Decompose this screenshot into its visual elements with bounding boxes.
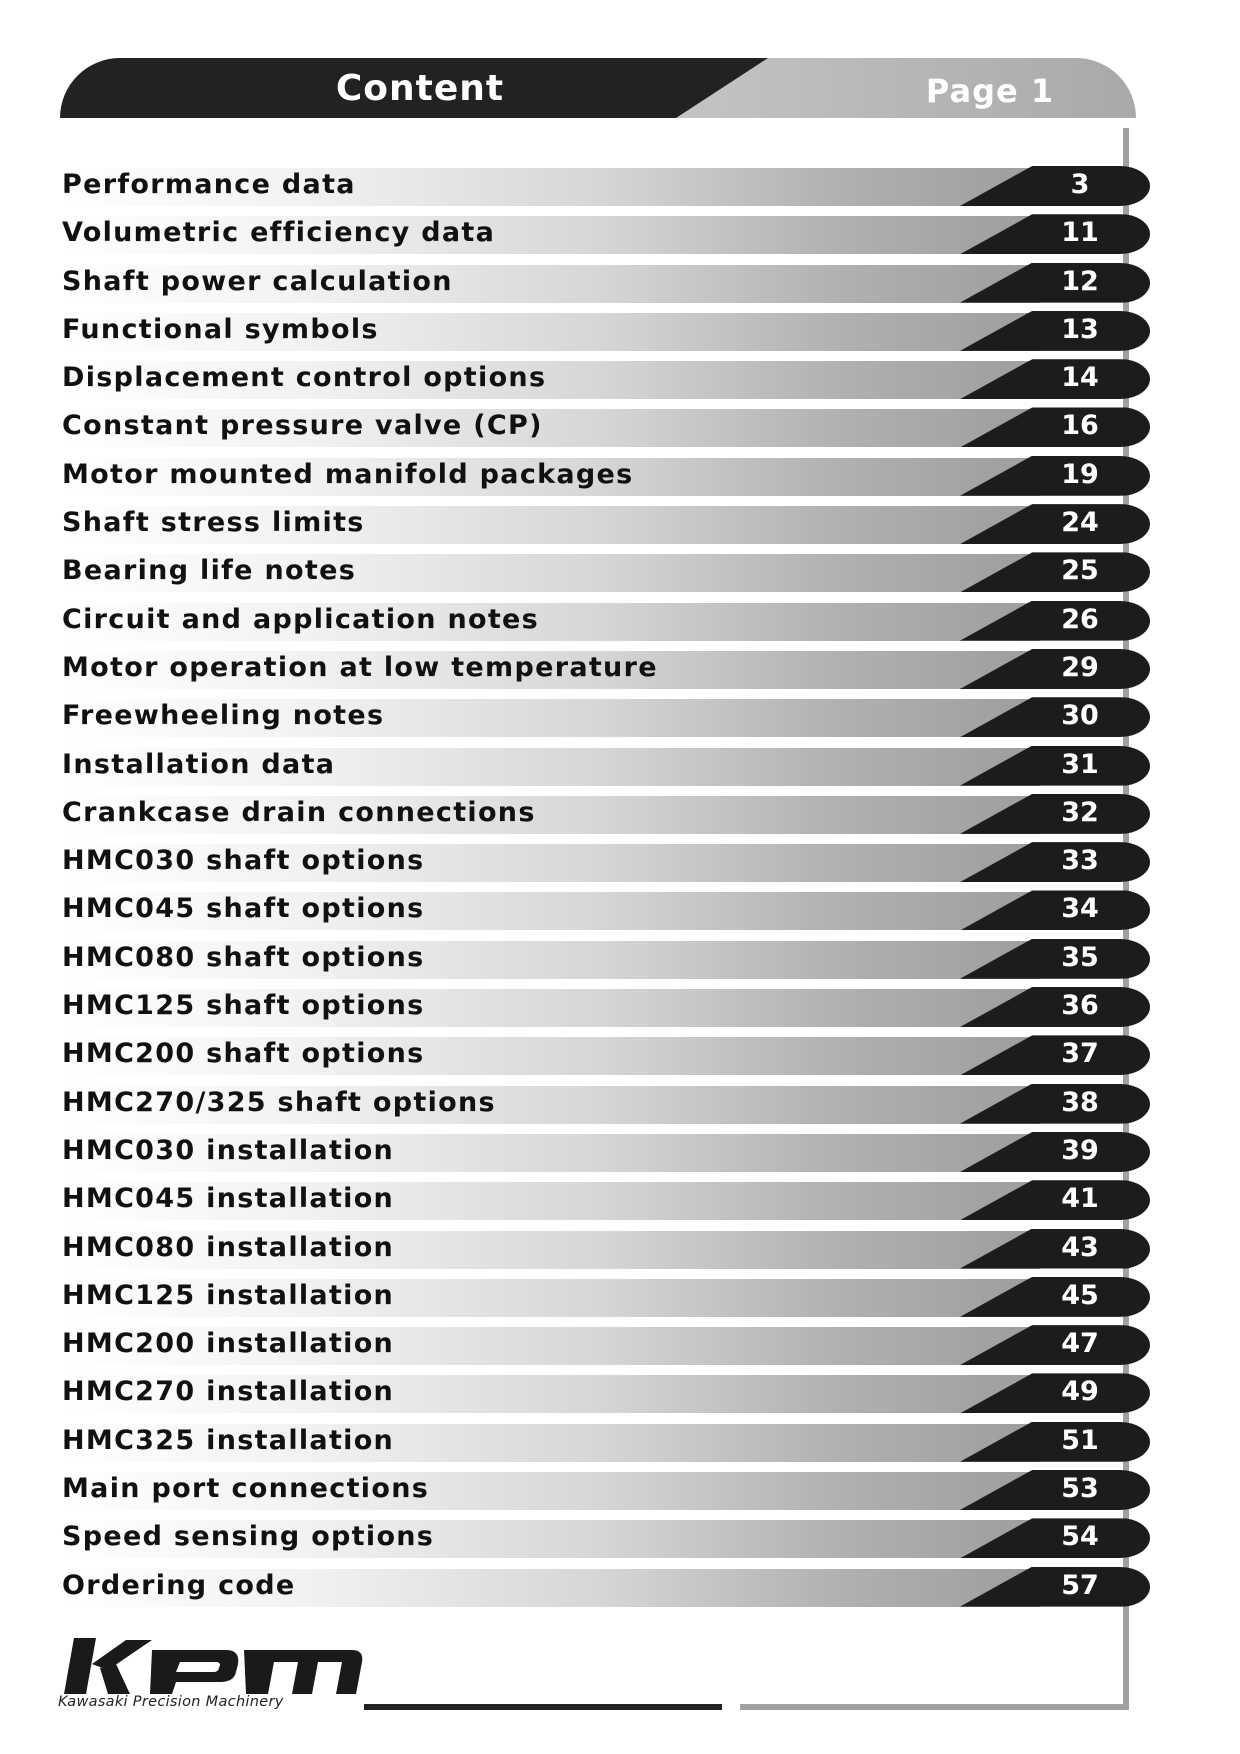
- toc-entry-label[interactable]: Shaft stress limits: [62, 507, 365, 539]
- toc-entry-page-number[interactable]: 12: [1061, 265, 1099, 297]
- toc-entry-label[interactable]: HMC030 installation: [62, 1134, 395, 1166]
- toc-row[interactable]: [60, 1082, 1100, 1130]
- toc-row[interactable]: [60, 309, 1100, 357]
- toc-entry-page-number[interactable]: 53: [1061, 1473, 1099, 1505]
- toc-row[interactable]: [60, 1323, 1100, 1371]
- toc-entry-label[interactable]: Motor operation at low temperature: [62, 651, 658, 683]
- toc-row[interactable]: [60, 454, 1100, 502]
- toc-entry-page-number[interactable]: 11: [1061, 217, 1099, 249]
- toc-entry-label[interactable]: HMC200 shaft options: [62, 1038, 425, 1070]
- toc-row[interactable]: [60, 405, 1100, 453]
- toc-entry-page-number[interactable]: 13: [1061, 313, 1099, 345]
- toc-entry-page-number[interactable]: 26: [1061, 603, 1099, 635]
- toc-entry-label[interactable]: HMC270/325 shaft options: [62, 1086, 496, 1118]
- page-frame-bottom-dark: [364, 1704, 722, 1710]
- toc-entry-page-number[interactable]: 29: [1061, 651, 1099, 683]
- toc-entry-label[interactable]: HMC045 installation: [62, 1183, 395, 1215]
- toc-entry-label[interactable]: HMC125 shaft options: [62, 990, 425, 1022]
- toc-entry-label[interactable]: Main port connections: [62, 1473, 430, 1505]
- toc-entry-label[interactable]: HMC080 installation: [62, 1231, 395, 1263]
- toc-entry-label[interactable]: Freewheeling notes: [62, 700, 385, 732]
- toc-row[interactable]: [60, 550, 1100, 598]
- toc-row[interactable]: [60, 599, 1100, 647]
- toc-entry-label[interactable]: HMC325 installation: [62, 1424, 395, 1456]
- toc-entry-label[interactable]: Crankcase drain connections: [62, 796, 536, 828]
- toc-row[interactable]: [60, 744, 1100, 792]
- page-number-label: Page 1: [925, 72, 1055, 110]
- toc-row[interactable]: [60, 1033, 1100, 1081]
- toc-entry-label[interactable]: Volumetric efficiency data: [62, 217, 496, 249]
- toc-row[interactable]: [60, 1130, 1100, 1178]
- toc-entry-label[interactable]: HMC125 installation: [62, 1279, 395, 1311]
- toc-entry-page-number[interactable]: 30: [1061, 700, 1099, 732]
- toc-entry-page-number[interactable]: 34: [1061, 893, 1099, 925]
- toc-entry-label[interactable]: Installation data: [62, 748, 336, 780]
- toc-entry-page-number[interactable]: 54: [1061, 1521, 1099, 1553]
- toc-entry-label[interactable]: Ordering code: [62, 1569, 296, 1601]
- toc-entry-page-number[interactable]: 25: [1061, 555, 1099, 587]
- table-of-contents: [60, 164, 1100, 1613]
- toc-entry-label[interactable]: Displacement control options: [62, 362, 547, 394]
- toc-entry-page-number[interactable]: 43: [1061, 1231, 1099, 1263]
- toc-row[interactable]: [60, 502, 1100, 550]
- toc-entry-page-number[interactable]: 38: [1061, 1086, 1099, 1118]
- toc-entry-page-number[interactable]: 19: [1061, 458, 1099, 490]
- toc-entry-page-number[interactable]: 45: [1061, 1279, 1099, 1311]
- toc-row[interactable]: [60, 840, 1100, 888]
- toc-entry-label[interactable]: Circuit and application notes: [62, 603, 540, 635]
- toc-entry-label[interactable]: Motor mounted manifold packages: [62, 458, 634, 490]
- toc-entry-label[interactable]: HMC080 shaft options: [62, 941, 425, 973]
- toc-entry-page-number[interactable]: 39: [1061, 1134, 1099, 1166]
- toc-row[interactable]: [60, 1516, 1100, 1564]
- toc-entry-label[interactable]: Speed sensing options: [62, 1521, 435, 1553]
- toc-entry-page-number[interactable]: 24: [1061, 507, 1099, 539]
- toc-entry-page-number[interactable]: 31: [1061, 748, 1099, 780]
- page-title: Content: [335, 68, 505, 109]
- toc-row[interactable]: [60, 792, 1100, 840]
- toc-entry-page-number[interactable]: 37: [1061, 1038, 1099, 1070]
- toc-row[interactable]: [60, 164, 1100, 212]
- page-frame-bottom: [740, 1704, 1129, 1710]
- toc-row[interactable]: [60, 1371, 1100, 1419]
- kpm-logo: [56, 1636, 366, 1700]
- toc-row[interactable]: [60, 1420, 1100, 1468]
- toc-entry-page-number[interactable]: 14: [1061, 362, 1099, 394]
- toc-row[interactable]: [60, 261, 1100, 309]
- toc-entry-label[interactable]: Bearing life notes: [62, 555, 357, 587]
- toc-entry-label[interactable]: HMC030 shaft options: [62, 845, 425, 877]
- toc-row[interactable]: [60, 1178, 1100, 1226]
- toc-entry-label[interactable]: HMC270 installation: [62, 1376, 395, 1408]
- toc-row[interactable]: [60, 357, 1100, 405]
- toc-entry-page-number[interactable]: 51: [1061, 1424, 1099, 1456]
- toc-entry-page-number[interactable]: 47: [1061, 1328, 1099, 1360]
- toc-entry-page-number[interactable]: 33: [1061, 845, 1099, 877]
- toc-row[interactable]: [60, 1227, 1100, 1275]
- toc-entry-label[interactable]: Shaft power calculation: [62, 265, 453, 297]
- toc-row[interactable]: [60, 985, 1100, 1033]
- toc-entry-label[interactable]: Constant pressure valve (CP): [62, 410, 543, 442]
- logo-subtitle: Kawasaki Precision Machinery: [58, 1694, 284, 1710]
- toc-row[interactable]: [60, 1275, 1100, 1323]
- toc-entry-page-number[interactable]: 41: [1061, 1183, 1099, 1215]
- toc-row[interactable]: [60, 212, 1100, 260]
- toc-entry-label[interactable]: Performance data: [62, 169, 356, 200]
- toc-row[interactable]: [60, 937, 1100, 985]
- toc-row[interactable]: [60, 1565, 1100, 1613]
- toc-entry-label[interactable]: HMC045 shaft options: [62, 893, 425, 925]
- toc-row[interactable]: [60, 695, 1100, 743]
- toc-row[interactable]: [60, 888, 1100, 936]
- toc-entry-page-number[interactable]: 49: [1061, 1376, 1099, 1408]
- toc-entry-page-number[interactable]: 57: [1061, 1569, 1099, 1601]
- toc-entry-page-number[interactable]: 35: [1061, 941, 1099, 973]
- toc-entry-page-number[interactable]: 3: [1070, 169, 1090, 200]
- toc-entry-label[interactable]: Functional symbols: [62, 313, 379, 345]
- toc-row[interactable]: [60, 647, 1100, 695]
- toc-entry-label[interactable]: HMC200 installation: [62, 1328, 395, 1360]
- toc-row[interactable]: [60, 1468, 1100, 1516]
- toc-entry-page-number[interactable]: 16: [1061, 410, 1099, 442]
- toc-entry-page-number[interactable]: 36: [1061, 990, 1099, 1022]
- toc-entry-page-number[interactable]: 32: [1061, 796, 1099, 828]
